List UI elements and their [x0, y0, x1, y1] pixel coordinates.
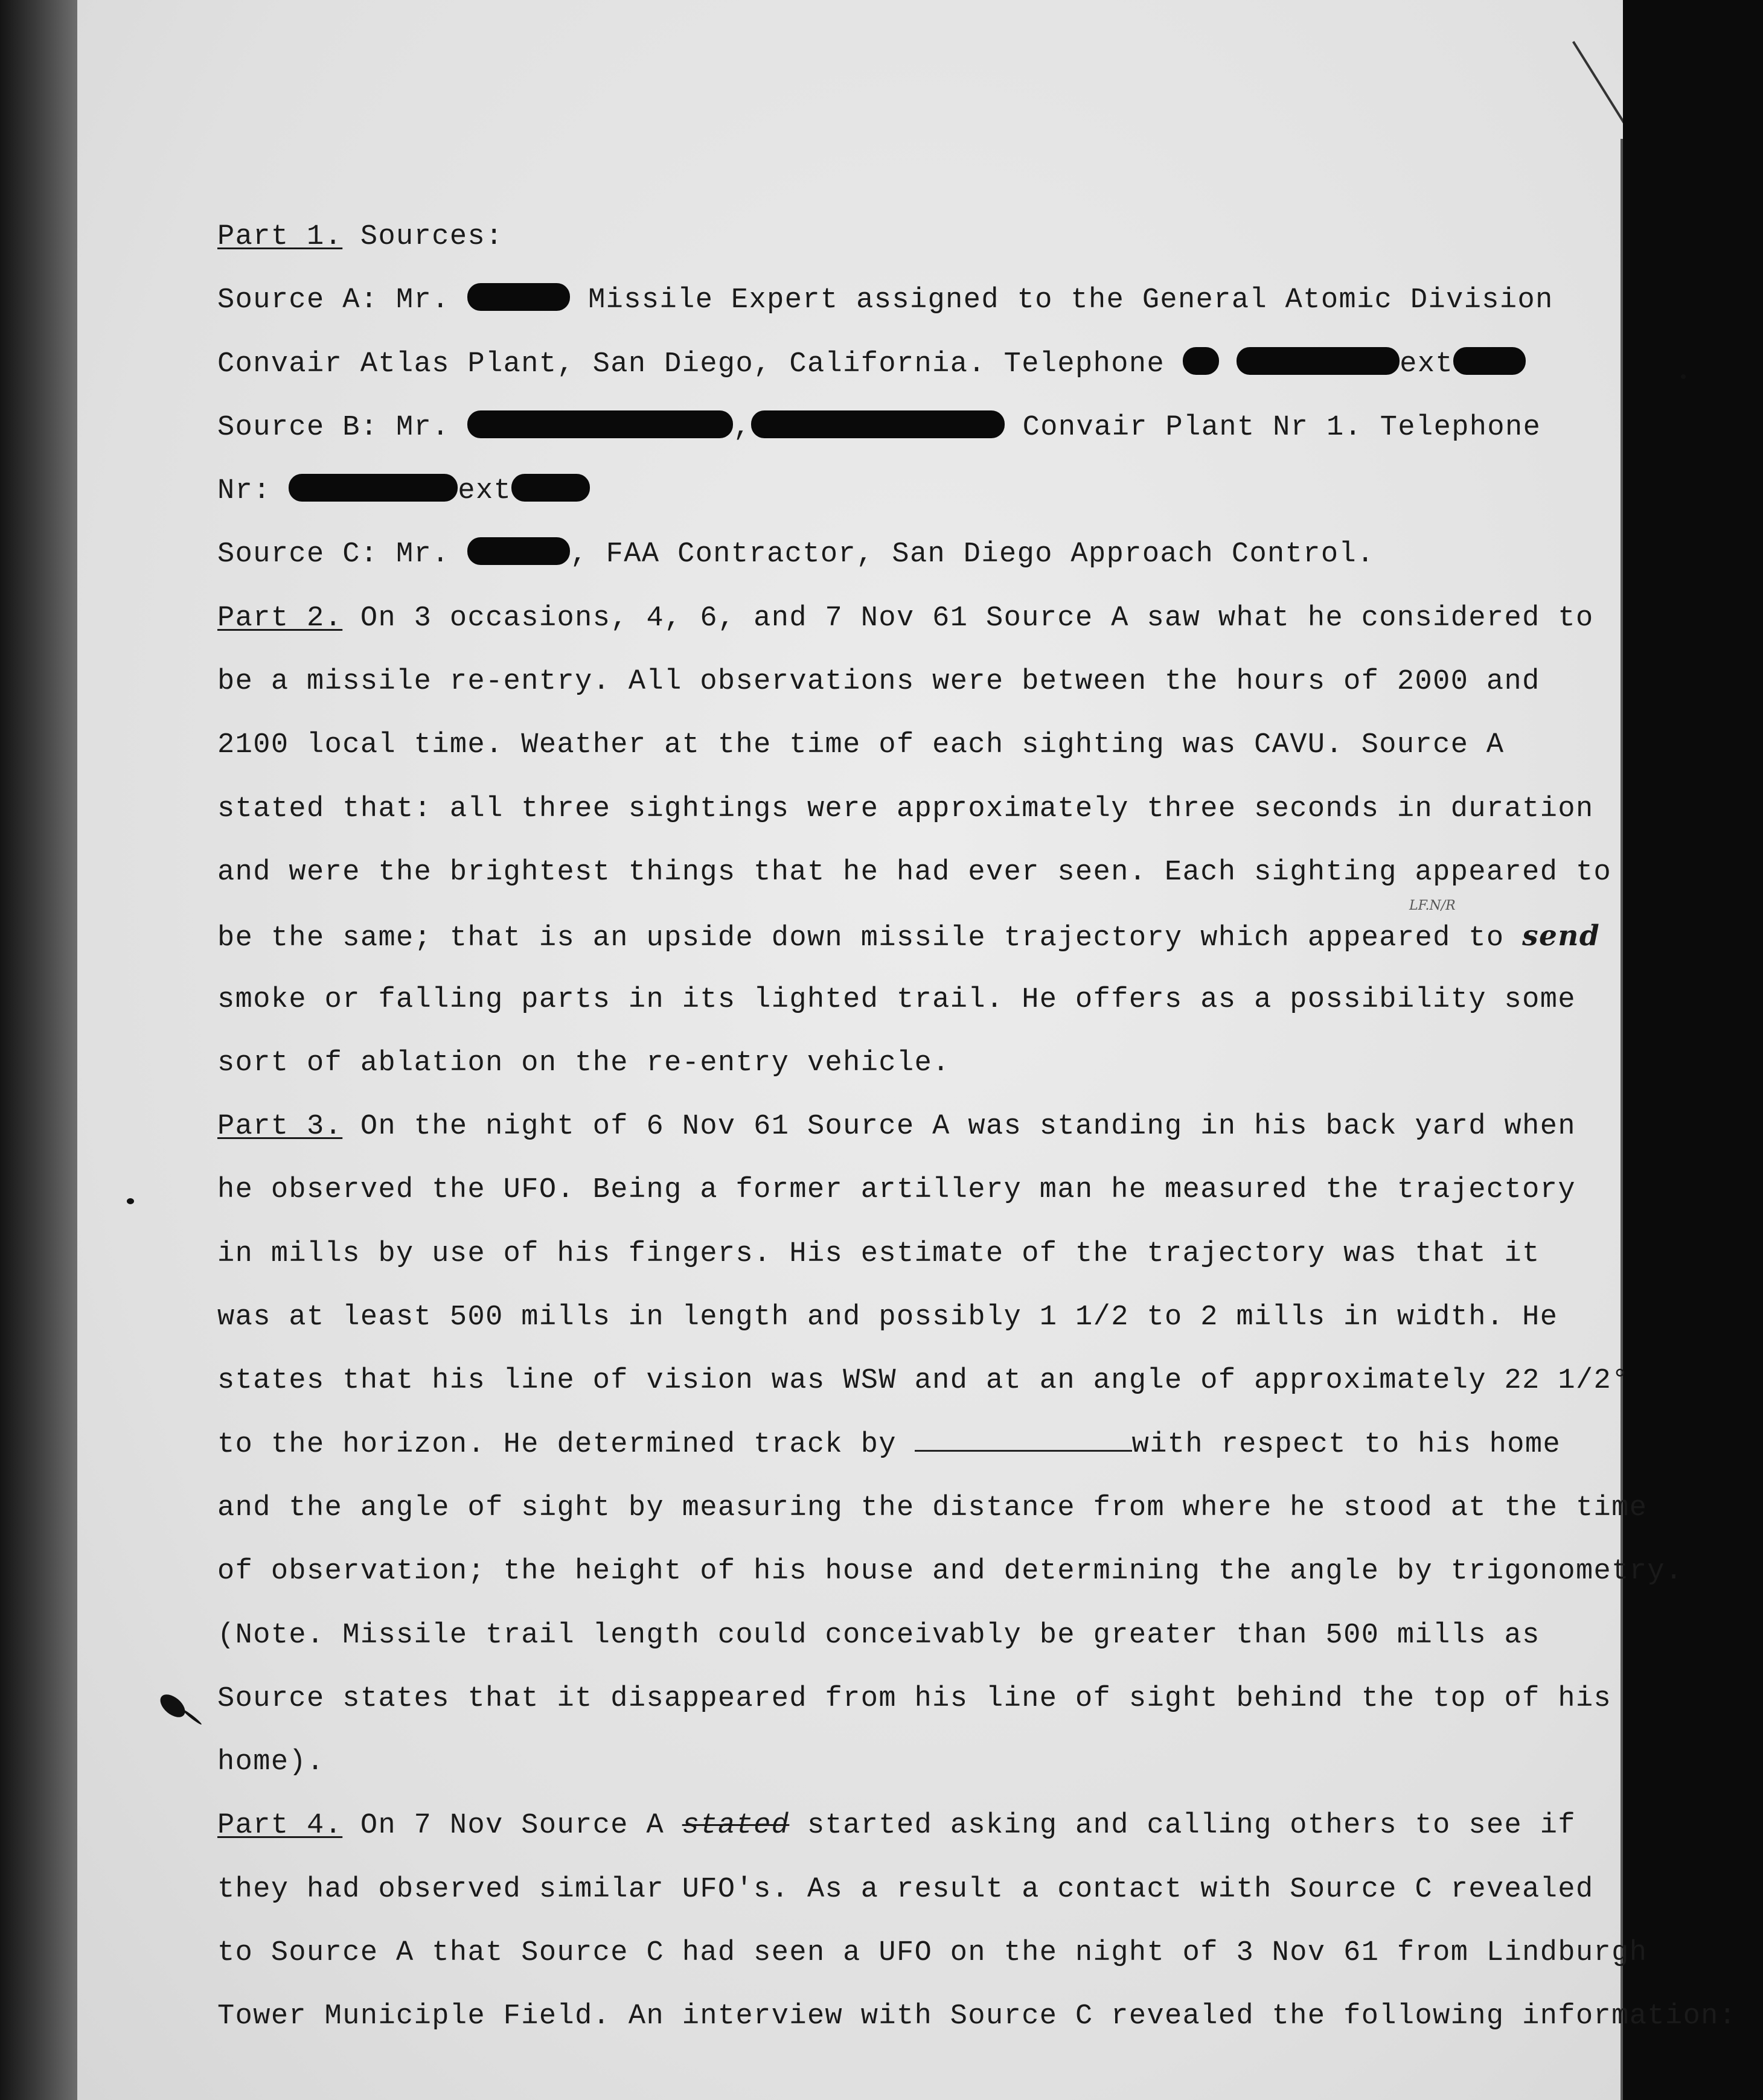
document-line: [217, 650, 1624, 713]
document-line: [217, 1222, 1624, 1286]
document-line: [217, 904, 1624, 968]
scan-right-border: [1623, 0, 1763, 2100]
scan-speck: [127, 1198, 134, 1204]
line-text: Missile Expert assigned to the General Atomic Division: [570, 284, 1553, 317]
line-text: in mills by use of his fingers. His estimate of the trajectory was that it: [217, 1237, 1540, 1270]
document-line: [217, 1540, 1683, 1603]
line-text: he observed the UFO. Being a former artillery man he measured the trajectory: [217, 1174, 1576, 1207]
line-text: ,: [733, 411, 752, 444]
line-text: they had observed similar UFO's. As a result a contact with Source C revealed: [217, 1873, 1594, 1906]
line-text: started asking and calling others to see if: [789, 1810, 1576, 1842]
redaction-mark: [1183, 347, 1219, 375]
document-line: [217, 1095, 1624, 1158]
document-line: [217, 459, 1624, 523]
line-text: Convair Atlas Plant, San Diego, California. Telephone: [217, 348, 1183, 380]
document-line: [217, 777, 1624, 841]
line-text: states that his line of vision was WSW and at an angle of approximately 22 1/2°: [217, 1365, 1630, 1397]
document-line: [217, 1667, 1624, 1731]
document-line: [217, 269, 1624, 332]
redaction-mark: [467, 537, 570, 565]
document-line: [217, 333, 1624, 396]
line-text: home).: [217, 1746, 325, 1779]
line-text: Nr:: [217, 475, 289, 508]
document-line: [217, 1286, 1624, 1349]
line-text: On 7 Nov Source A: [342, 1810, 682, 1842]
document-line: [217, 1985, 1737, 2048]
redaction-mark: [511, 474, 590, 502]
document-body: [217, 205, 1737, 2049]
fill-in-blank: [915, 1426, 1132, 1452]
document-line: [217, 841, 1624, 904]
line-text: to Source A that Source C had seen a UFO on the night of 3 Nov 61 from Lindburgh: [217, 1937, 1648, 1970]
document-line: [217, 1349, 1630, 1412]
struck-word: stated: [682, 1810, 790, 1842]
line-text: On the night of 6 Nov 61 Source A was standing in his back yard when: [342, 1111, 1576, 1143]
redaction-mark: [1453, 347, 1526, 375]
line-text: be the same; that is an upside down missile trajectory which appeared to: [217, 922, 1523, 955]
document-line: [217, 523, 1624, 586]
line-text: 2100 local time. Weather at the time of each sighting was CAVU. Source A: [217, 729, 1505, 762]
document-line: [217, 587, 1624, 650]
redaction-mark: [467, 283, 570, 311]
line-text: Convair Plant Nr 1. Telephone: [1005, 411, 1541, 444]
line-text: ext: [458, 475, 512, 508]
line-text: [1219, 348, 1237, 380]
line-text: Source B: Mr.: [217, 411, 468, 444]
part-heading: Part 2.: [217, 602, 343, 634]
line-text: to the horizon. He determined track by: [217, 1428, 915, 1461]
line-text: sort of ablation on the re-entry vehicle.: [217, 1047, 950, 1079]
document-line: [217, 1921, 1648, 1985]
handwritten-correction: send: [1522, 919, 1601, 953]
line-text: On 3 occasions, 4, 6, and 7 Nov 61 Source A saw what he considered to: [342, 602, 1594, 634]
redaction-mark: [1237, 347, 1400, 375]
document-line: [217, 205, 1624, 269]
document-line: [217, 1032, 1624, 1095]
margin-handwritten-note: LF.N/R: [1409, 898, 1456, 913]
scan-left-shadow: [0, 0, 78, 2100]
line-text: Tower Municiple Field. An interview with Source C revealed the following information:: [217, 2000, 1737, 2033]
line-text: ext: [1400, 348, 1454, 380]
redaction-mark: [751, 410, 1005, 438]
document-line: [217, 968, 1624, 1032]
document-line: [217, 1858, 1624, 1921]
line-text: with respect to his home: [1131, 1428, 1561, 1461]
redaction-mark: [289, 474, 458, 502]
document-line: [217, 713, 1624, 777]
line-text: smoke or falling parts in its lighted trail. He offers as a possibility some: [217, 983, 1576, 1016]
line-text: Source states that it disappeared from his line of sight behind the top of his: [217, 1682, 1612, 1715]
scan-speck: [1681, 374, 1686, 379]
document-line: [217, 1731, 1624, 1794]
line-text: Source A: Mr.: [217, 284, 468, 317]
redaction-mark: [467, 410, 733, 438]
document-line: [217, 1794, 1624, 1857]
line-text: (Note. Missile trail length could conceivably be greater than 500 mills as: [217, 1619, 1540, 1652]
document-line: [217, 1413, 1624, 1476]
document-line: [217, 1476, 1648, 1540]
line-text: Source C: Mr.: [217, 538, 468, 571]
part-heading: Part 4.: [217, 1810, 343, 1842]
line-text: was at least 500 mills in length and possibly 1 1/2 to 2 mills in width. He: [217, 1301, 1558, 1334]
line-text: Sources:: [342, 221, 504, 253]
part-heading: Part 3.: [217, 1111, 343, 1143]
line-text: stated that: all three sightings were approximately three seconds in duration: [217, 793, 1594, 825]
line-text: be a missile re-entry. All observations were between the hours of 2000 and: [217, 666, 1540, 698]
part-heading: Part 1.: [217, 221, 343, 253]
line-text: of observation; the height of his house and determining the angle by trigonometry.: [217, 1556, 1683, 1588]
document-line: [217, 1158, 1624, 1222]
document-line: [217, 1604, 1624, 1667]
line-text: and the angle of sight by measuring the distance from where he stood at the time: [217, 1492, 1648, 1524]
line-text: , FAA Contractor, San Diego Approach Control.: [570, 538, 1375, 571]
document-line: [217, 396, 1624, 459]
line-text: and were the brightest things that he had ever seen. Each sighting appeared to: [217, 856, 1612, 889]
